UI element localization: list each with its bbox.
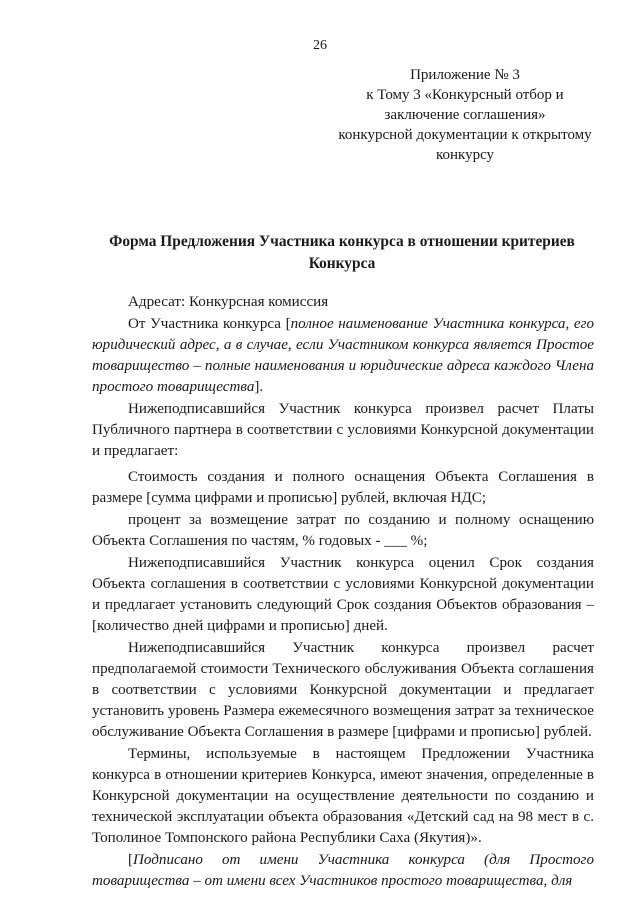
from-participant-placeholder: полное наименование Участника конкурса, его юридический адрес, а в случае, если Участником конкурса является Простое товарищество – полные наименования и юридические адреса каждого Члена простого товарищества — [92, 316, 595, 395]
addressee-line: Адресат: Конкурсная комиссия — [128, 294, 329, 310]
title-line: Форма Предложения Участника конкурса в отношении критериев — [109, 233, 575, 250]
document-body — [92, 292, 594, 892]
appendix-line: к Тому 3 «Конкурсный отбор и — [366, 87, 564, 103]
document-title — [92, 231, 592, 275]
from-prefix: От Участника конкурса [ — [128, 316, 291, 332]
cost-paragraph: Стоимость создания и полного оснащения Объекта Соглашения в размере [сумма цифрами и прописью] рублей, включая НДС; — [92, 469, 594, 506]
terms-paragraph: Термины, используемые в настоящем Предложении Участника конкурса в отношении критериев Конкурса, имеют значения, определенные в Конкурсной документации на осуществление деятельности по созданию и технической эксплуатации объекта образования «Детский сад на 98 мест в с. Тополиное Томпонского района Республики Саха (Якутия)». — [92, 746, 594, 846]
title-line: Конкурса — [308, 255, 376, 272]
appendix-header — [320, 65, 610, 165]
maintenance-paragraph: Нижеподписавшийся Участник конкурса произвел расчет предполагаемой стоимости Технического обслуживания Объекта соглашения в соответствии с условиями Конкурсной документации и предлагает установить уровень Размера ежемесячного возмещения затрат за техническое обслуживание Объекта Соглашения в размере [цифрами и прописью] рублей. — [92, 640, 594, 740]
percent-paragraph: процент за возмещение затрат по созданию и полному оснащению Объекта Соглашения по частям, % годовых - ___ %; — [92, 512, 594, 549]
page-number: 26 — [313, 38, 327, 53]
fee-paragraph: Нижеподписавшийся Участник конкурса произвел расчет Платы Публичного партнера в соответствии с условиями Конкурсной документации и предлагает: — [92, 401, 594, 459]
signed-prefix: [ — [128, 852, 134, 868]
from-suffix: ]. — [254, 379, 264, 395]
appendix-line: заключение соглашения» — [384, 107, 546, 123]
signed-paragraph — [92, 850, 594, 892]
appendix-line: конкурсной документации к открытому — [338, 127, 592, 143]
appendix-line: Приложение № 3 — [410, 67, 520, 83]
from-paragraph — [92, 314, 594, 398]
appendix-line: конкурсу — [435, 147, 495, 163]
term-paragraph: Нижеподписавшийся Участник конкурса оценил Срок создания Объекта соглашения в соответствии с условиями Конкурсной документации и предлагает установить следующий Срок создания Объектов образования – [количество дней цифрами и прописью] дней. — [92, 555, 594, 634]
signed-italic-text: Подписано от имени Участника конкурса (для Простого товарищества – от имени всех Участников простого товарищества, для — [92, 852, 594, 889]
